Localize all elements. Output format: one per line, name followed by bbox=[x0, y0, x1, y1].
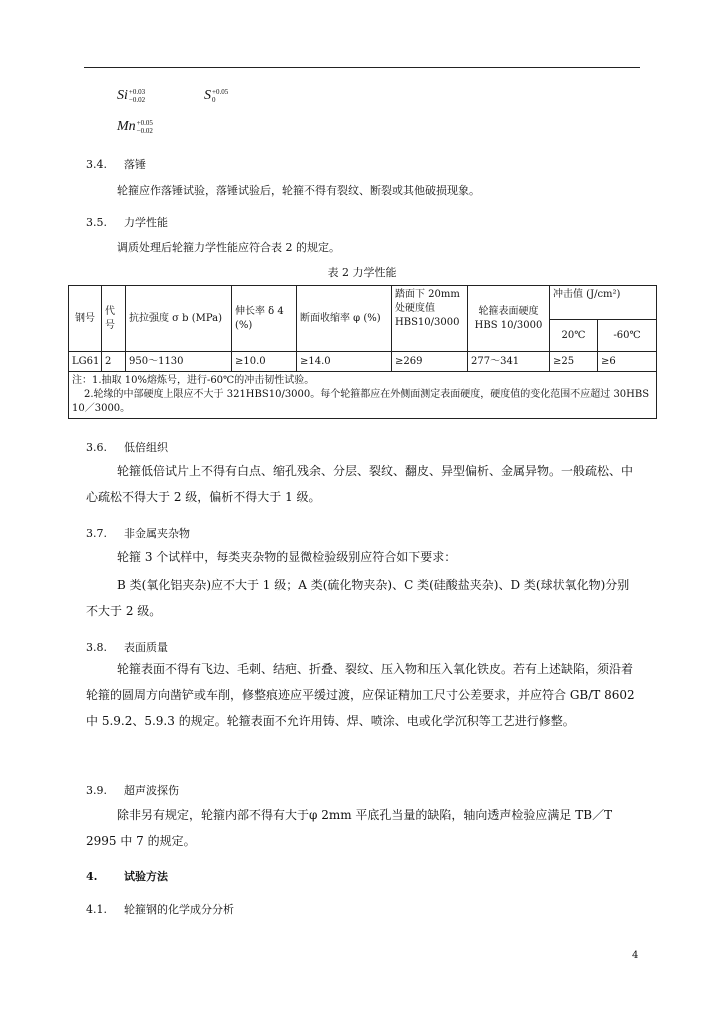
table-cell: LG61 bbox=[69, 352, 102, 372]
section-3-4-text: 轮箍应作落锤试验，落锤试验后，轮箍不得有裂纹、断裂或其他破损现象。 bbox=[117, 184, 480, 197]
section-3-6-text: 轮箍低倍试片上不得有白点、缩孔残余、分层、裂纹、翻皮、异型偏析、金属异物。一般疏松、中心疏松不得大于 2 级，偏析不得大于 1 级。 bbox=[86, 464, 634, 504]
section-3-9-heading: 3.9. 超声波探伤 bbox=[86, 784, 179, 797]
section-3-8-heading: 3.8. 表面质量 bbox=[86, 641, 168, 654]
page-number: 4 bbox=[632, 950, 639, 961]
table-cell: ≥269 bbox=[392, 352, 468, 372]
section-4-1-heading: 4.1. 轮箍钢的化学成分分析 bbox=[86, 903, 234, 916]
table-cell: ≥10.0 bbox=[232, 352, 297, 372]
si-tolerance: Si+0.03 −0.02 bbox=[117, 88, 146, 104]
mn-tolerance: Mn+0.05 −0.02 bbox=[117, 119, 153, 135]
s-tolerance: S+0.05 0 bbox=[204, 88, 229, 104]
section-3-5-text: 调质处理后轮箍力学性能应符合表 2 的规定。 bbox=[117, 241, 340, 254]
table-cell: 277～341 bbox=[468, 352, 550, 372]
header-impact: 冲击值 (J/cm²) bbox=[550, 286, 657, 320]
header-reduction: 断面收缩率 φ (%) bbox=[297, 286, 392, 352]
table-cell: 950～1130 bbox=[126, 352, 232, 372]
header-hardness: 踏面下 20mm 处硬度值 HBS10/3000 bbox=[392, 286, 468, 352]
table-caption: 表 2 力学性能 bbox=[327, 266, 397, 279]
mechanical-properties-table bbox=[68, 285, 657, 419]
header-impact-minus60: -60℃ bbox=[598, 320, 657, 352]
section-3-7-heading: 3.7. 非金属夹杂物 bbox=[86, 527, 190, 540]
section-3-6-heading: 3.6. 低倍组织 bbox=[86, 441, 168, 454]
header-elongation: 伸长率 δ 4 (%) bbox=[232, 286, 297, 352]
header-code: 代号 bbox=[102, 286, 126, 352]
header-surface-hardness: 轮箍表面硬度 HBS 10/3000 bbox=[468, 286, 550, 352]
section-3-7-text-1: 轮箍 3 个试样中，每类夹杂物的显微检验级别应符合如下要求： bbox=[117, 550, 457, 564]
table-cell: ≥25 bbox=[550, 352, 598, 372]
table-cell: 2 bbox=[102, 352, 126, 372]
section-3-8-text: 轮箍表面不得有飞边、毛刺、结疤、折叠、裂纹、压入物和压入氧化铁皮。若有上述缺陷，须沿着轮箍的圆周方向凿铲或车削，修整痕迹应平缓过渡，应保证精加工尺寸公差要求，并应符合 GB/T 8602 中 5.9.2、5.9.3 的规定。轮箍表面不允许用铸、焊、喷涂、电或化学沉积等工艺进行修整。 bbox=[86, 662, 635, 728]
header-grade: 钢号 bbox=[69, 286, 102, 352]
section-3-7-text-2: B 类(氧化铝夹杂)应不大于 1 级；A 类(硫化物夹杂)、C 类(硅酸盐夹杂)、D 类(球状氧化物)分别不大于 2 级。 bbox=[86, 578, 630, 618]
header-impact-20: 20℃ bbox=[550, 320, 598, 352]
table-cell: ≥6 bbox=[598, 352, 657, 372]
table-cell: ≥14.0 bbox=[297, 352, 392, 372]
section-3-4-heading: 3.4. 落锤 bbox=[86, 158, 146, 171]
section-3-9-text: 除非另有规定，轮箍内部不得有大于φ 2mm 平底孔当量的缺陷，轴向透声检验应满足 TB／T 2995 中 7 的规定。 bbox=[86, 808, 613, 848]
table-note: 注：1.抽取 10%熔炼号，进行-60℃的冲击韧性试验。 2.轮缘的中部硬度上限应不大于 321HBS10/3000。每个轮箍都应在外侧面测定表面硬度，硬度值的变化范围不应超过 30HBS 10／3000。 bbox=[69, 372, 657, 419]
header-rule bbox=[84, 67, 640, 68]
section-3-5-heading: 3.5. 力学性能 bbox=[86, 216, 168, 229]
section-4-heading: 4. 试验方法 bbox=[86, 870, 168, 883]
header-tensile: 抗拉强度 σ b (MPa) bbox=[126, 286, 232, 352]
